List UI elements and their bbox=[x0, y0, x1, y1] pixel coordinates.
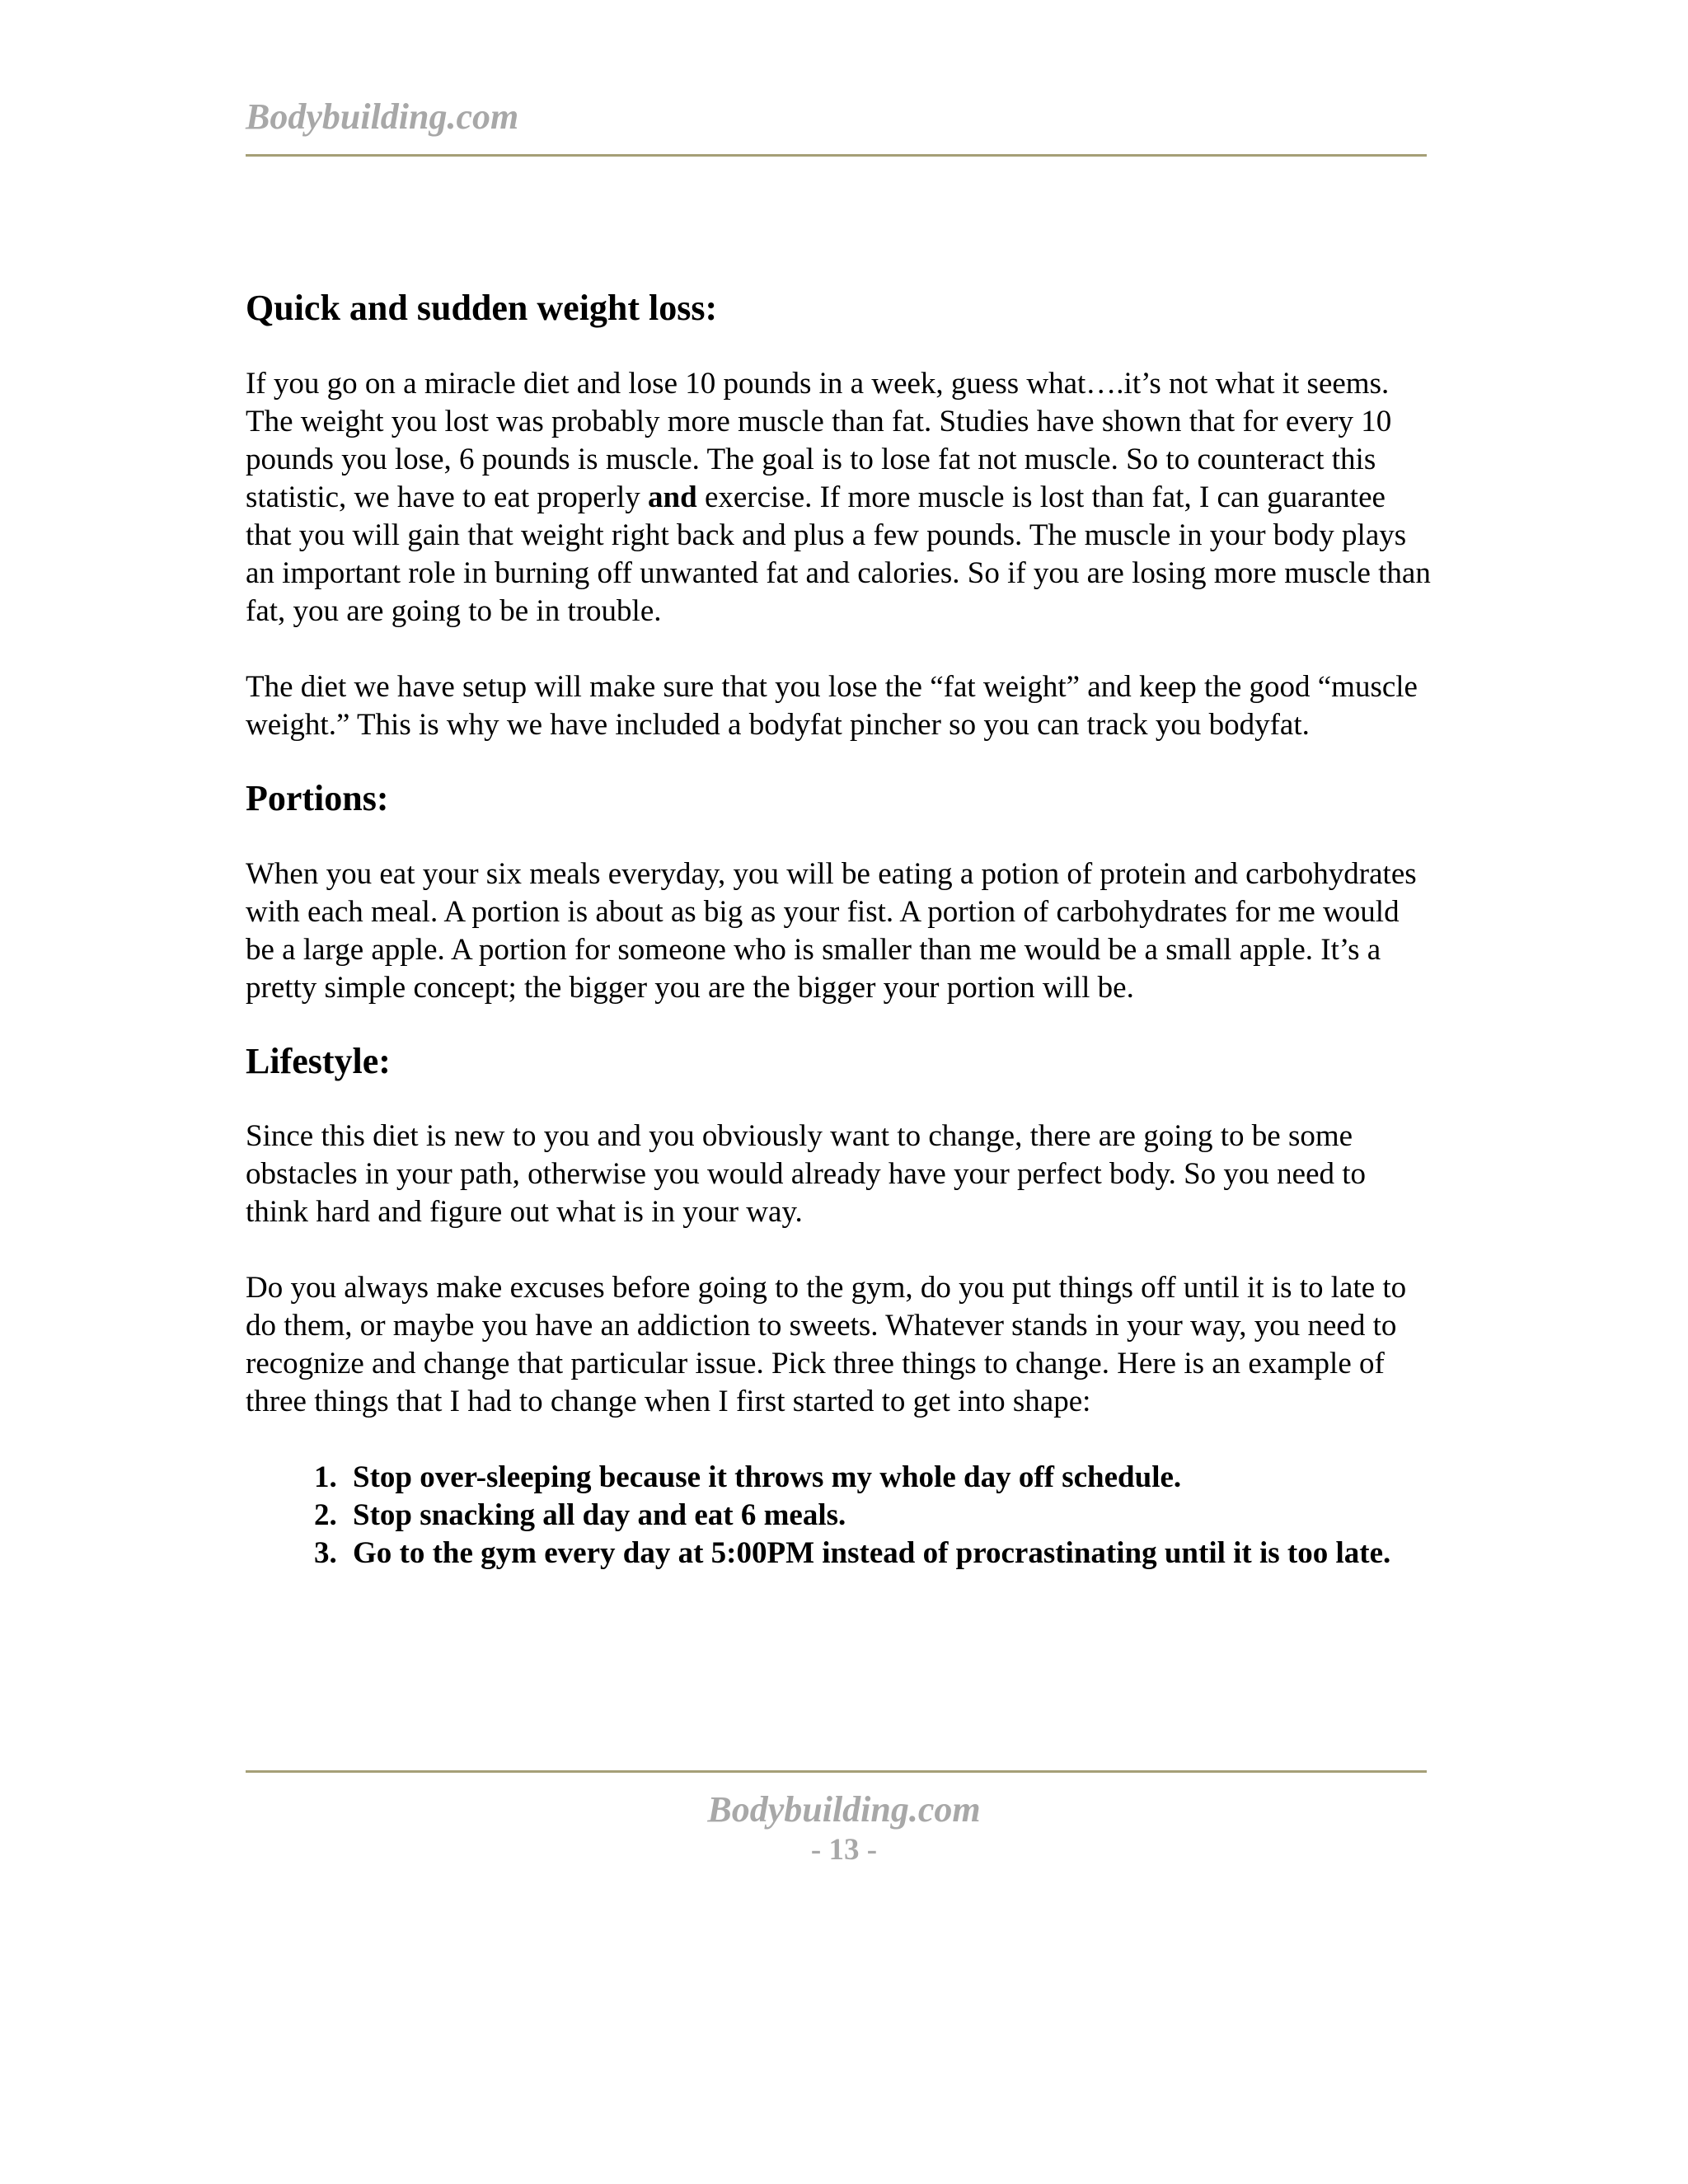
page-content bbox=[246, 280, 1432, 1572]
paragraph-lifestyle-2: Do you always make excuses before going to the gym, do you put things off until it is to late to do them, or maybe you have an addiction to sweets. Whatever stands in your way, you need to recognize and change that particular issue. Pick three things to change. Here is an example of three things that I had to change when I first started to get into shape: bbox=[246, 1271, 1407, 1419]
paragraph-weight-loss-1-part-b: exercise. If more muscle is lost than fat, I can guarantee that you will gain that weight right back and plus a few pounds. The muscle in your body plays an important role in burning off unwanted fat and calories. So if you are losing more muscle than fat, you are going to be in trouble. bbox=[246, 480, 1431, 628]
paragraph-weight-loss-1 bbox=[246, 365, 1432, 630]
list-item: 2. Stop snacking all day and eat 6 meals. bbox=[345, 1497, 1432, 1535]
header-site-title: Bodybuilding.com bbox=[246, 96, 519, 137]
footer-rule bbox=[246, 1770, 1427, 1773]
paragraph-lifestyle-1: Since this diet is new to you and you obviously want to change, there are going to be some obstacles in your path, otherwise you would already have your perfect body. So you need to think hard and figure out what is in your way. bbox=[246, 1119, 1367, 1230]
list-item: 3. Go to the gym every day at 5:00PM instead of procrastinating until it is too late. bbox=[345, 1535, 1432, 1572]
paragraph-weight-loss-1-part-a: If you go on a miracle diet and lose 10 pounds in a week, guess what….it’s not what it seems. The weight you lost was probably more muscle than fat. Studies have shown that for every 10 pounds you lose, 6 pounds is muscle. The goal is to lose fat not muscle. So to counteract this statistic, we have to eat properly bbox=[246, 366, 1392, 514]
list-item: 1. Stop over-sleeping because it throws my whole day off schedule. bbox=[345, 1459, 1432, 1497]
paragraph-portions: When you eat your six meals everyday, you will be eating a potion of protein and carbohydrates with each meal. A portion is about as big as your fist. A portion of carbohydrates for me would be a large apple. A portion for someone who is smaller than me would be a small apple. It’s a pretty simple concept; the bigger you are the bigger your portion will be. bbox=[246, 856, 1417, 1005]
paragraph-weight-loss-2: The diet we have setup will make sure that you lose the “fat weight” and keep the good “muscle weight.” This is why we have included a bodyfat pincher so you can track you bodyfat. bbox=[246, 669, 1418, 742]
paragraph-weight-loss-1-bold: and bbox=[648, 480, 697, 514]
changes-list bbox=[246, 1459, 1432, 1572]
heading-quick-weight-loss: Quick and sudden weight loss: bbox=[246, 288, 718, 328]
header-rule bbox=[246, 154, 1427, 157]
page-number: - 13 - bbox=[810, 1833, 878, 1867]
heading-lifestyle: Lifestyle: bbox=[246, 1040, 391, 1081]
heading-portions: Portions: bbox=[246, 777, 389, 818]
footer-site-title: Bodybuilding.com bbox=[707, 1789, 981, 1830]
